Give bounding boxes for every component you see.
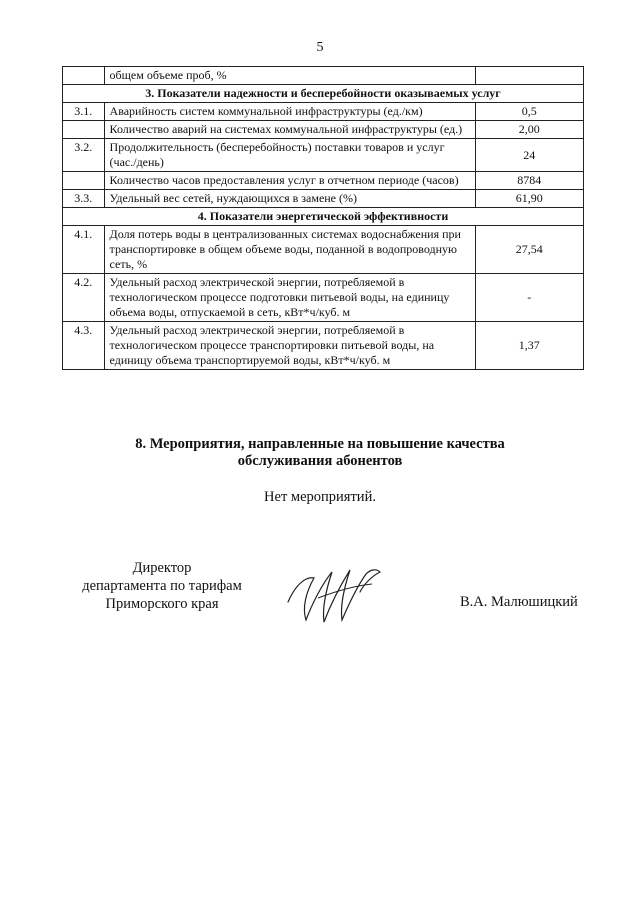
director-title-line3: Приморского края xyxy=(105,596,219,612)
table-row xyxy=(63,274,584,322)
row-value: 61,90 xyxy=(475,190,583,208)
table-row xyxy=(63,322,584,370)
row-number: 4.1. xyxy=(63,226,105,274)
table-row xyxy=(63,121,584,139)
table-row xyxy=(63,139,584,172)
row-value: 8784 xyxy=(475,172,583,190)
row-text: Количество часов предоставления услуг в отчетном периоде (часов) xyxy=(104,172,475,190)
director-title-line1: Директор xyxy=(132,560,192,576)
row-number: 3.1. xyxy=(63,103,105,121)
row-text: Удельный расход электрической энергии, потребляемой в технологическом процессе подготовки питьевой воды, на единицу объема воды, отпускаемой в сеть, кВт*ч/куб. м xyxy=(104,274,475,322)
row-value: 2,00 xyxy=(475,121,583,139)
section-4-header: 4. Показатели энергетической эффективности xyxy=(63,208,584,226)
row-text: Продолжительность (бесперебойность) поставки товаров и услуг (час./день) xyxy=(104,139,475,172)
section-8-title-line2: обслуживания абонентов xyxy=(237,453,403,469)
row-text: Аварийность систем коммунальной инфраструктуры (ед./км) xyxy=(104,103,475,121)
row-number xyxy=(63,67,105,85)
row-text: общем объеме проб, % xyxy=(104,67,475,85)
row-text: Удельный вес сетей, нуждающихся в замене (%) xyxy=(104,190,475,208)
table-row xyxy=(63,103,584,121)
table-row xyxy=(63,172,584,190)
row-text: Удельный расход электрической энергии, потребляемой в технологическом процессе транспортировки питьевой воды, на единицу объема транспортируемой воды, кВт*ч/куб. м xyxy=(104,322,475,370)
section-header-row xyxy=(63,85,584,103)
table-row xyxy=(63,67,584,85)
indicators-table xyxy=(62,66,584,370)
row-text: Количество аварий на системах коммунальной инфраструктуры (ед.) xyxy=(104,121,475,139)
director-title-line2: департамента по тарифам xyxy=(82,578,242,594)
row-value: 1,37 xyxy=(475,322,583,370)
row-value xyxy=(475,67,583,85)
row-number: 4.3. xyxy=(63,322,105,370)
director-title-block xyxy=(82,559,242,613)
signer-name: В.А. Малюшицкий xyxy=(460,594,578,610)
row-number xyxy=(63,121,105,139)
page-number: 5 xyxy=(316,40,324,55)
row-number: 3.2. xyxy=(63,139,105,172)
row-value: 0,5 xyxy=(475,103,583,121)
section-8-title-line1: 8. Мероприятия, направленные на повышение качества xyxy=(135,436,505,452)
section-header-row xyxy=(63,208,584,226)
row-value: 24 xyxy=(475,139,583,172)
table-row xyxy=(63,190,584,208)
row-text: Доля потерь воды в централизованных системах водоснабжения при транспортировке в общем объеме воды, поданной в водопроводную сеть, % xyxy=(104,226,475,274)
section-8-body: Нет мероприятий. xyxy=(264,489,376,505)
row-number: 3.3. xyxy=(63,190,105,208)
table-row xyxy=(63,226,584,274)
row-value: - xyxy=(475,274,583,322)
row-value: 27,54 xyxy=(475,226,583,274)
handwritten-signature xyxy=(284,558,384,628)
row-number xyxy=(63,172,105,190)
row-number: 4.2. xyxy=(63,274,105,322)
section-3-header: 3. Показатели надежности и бесперебойности оказываемых услуг xyxy=(63,85,584,103)
section-8-title xyxy=(0,436,640,470)
